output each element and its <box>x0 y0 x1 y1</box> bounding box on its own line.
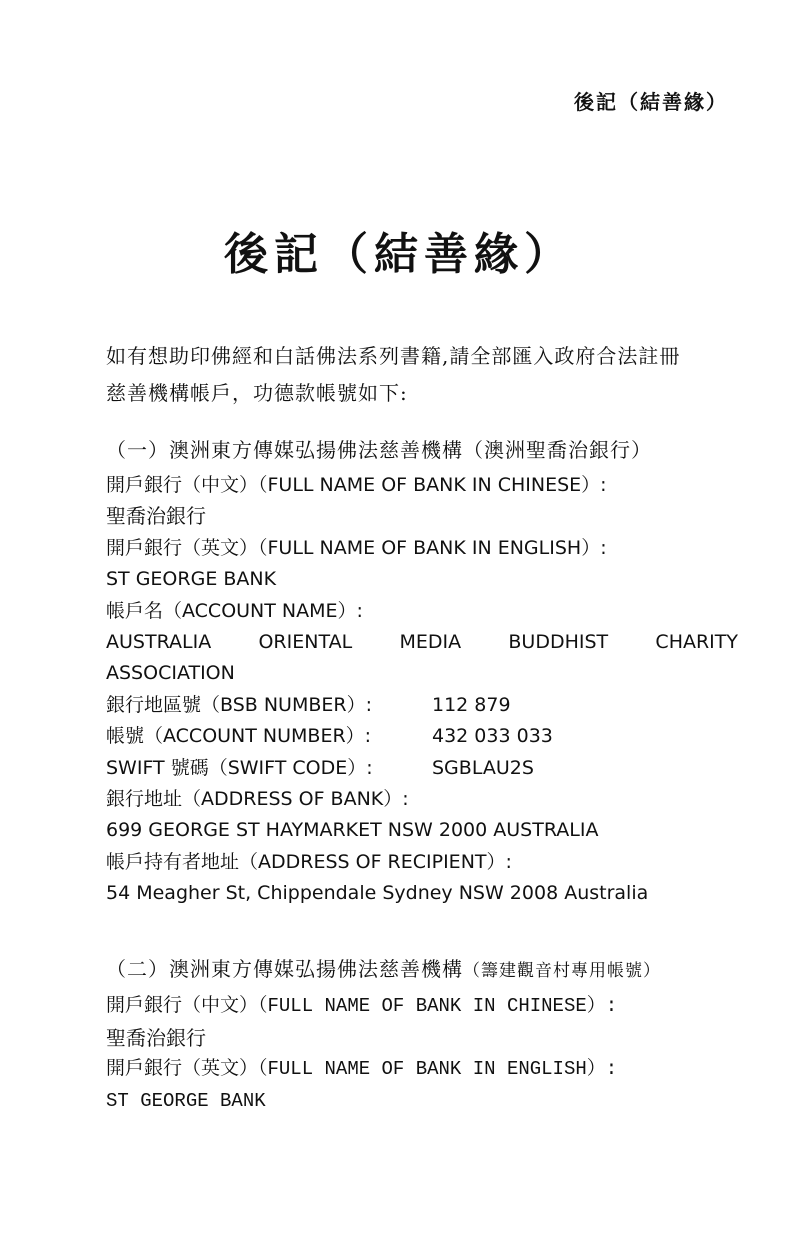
running-header: 後記（結善緣） <box>574 90 728 114</box>
section-2-heading-note: （籌建觀音村專用帳號） <box>463 961 661 982</box>
section-1-heading-note: （澳洲聖喬治銀行） <box>463 438 652 462</box>
intro-line-1: 如有想助印佛經和白話佛法系列書籍,請全部匯入政府合法註冊 <box>106 344 681 368</box>
section-2 <box>106 947 738 1117</box>
bank-address-label: 銀行地址（ADDRESS OF BANK）: <box>106 787 409 810</box>
account-name-line-1 <box>106 627 738 658</box>
account-name-word: BUDDHIST <box>508 630 609 653</box>
intro-paragraph <box>106 338 738 412</box>
swift-label: SWIFT 號碼（SWIFT CODE）: <box>106 756 373 779</box>
account-number-label: 帳號（ACCOUNT NUMBER）: <box>106 725 372 748</box>
account-number-value: 432 033 033 <box>432 725 553 748</box>
bank-en-value: ST GEORGE BANK <box>106 568 277 591</box>
page-content <box>106 338 738 1117</box>
bank-en-value-2: ST GEORGE BANK <box>106 1089 266 1112</box>
account-name-word: MEDIA <box>399 630 462 653</box>
account-number-row <box>106 721 738 752</box>
recipient-address-value: 54 Meagher St, Chippendale Sydney NSW 2008 Australia <box>106 882 649 905</box>
account-name-word: ORIENTAL <box>258 630 353 653</box>
swift-value: SGBLAU2S <box>432 756 534 779</box>
bank-cn-value-2: 聖喬治銀行 <box>106 1025 206 1050</box>
bank-cn-label-2: 開戶銀行（中文）（FULL NAME OF BANK IN CHINESE）: <box>106 995 618 1018</box>
account-name-word: AUSTRALIA <box>106 630 212 653</box>
account-name-line-2: ASSOCIATION <box>106 662 235 685</box>
section-1-heading-main: （一）澳洲東方傳媒弘揚佛法慈善機構 <box>106 438 463 462</box>
section-1 <box>106 430 738 909</box>
account-name-word: CHARITY <box>655 630 738 653</box>
recipient-address-label: 帳戶持有者地址（ADDRESS OF RECIPIENT）: <box>106 850 512 873</box>
bank-en-label: 開戶銀行（英文）（FULL NAME OF BANK IN ENGLISH）: <box>106 536 607 559</box>
bank-cn-value: 聖喬治銀行 <box>106 504 206 529</box>
bsb-row <box>106 690 738 721</box>
bank-address-value: 699 GEORGE ST HAYMARKET NSW 2000 AUSTRALIA <box>106 819 599 842</box>
account-name-label: 帳戶名（ACCOUNT NAME）: <box>106 599 363 622</box>
section-1-heading <box>106 430 738 470</box>
bsb-label: 銀行地區號（BSB NUMBER）: <box>106 693 372 716</box>
bank-cn-label: 開戶銀行（中文）（FULL NAME OF BANK IN CHINESE）: <box>106 474 607 496</box>
bank-en-label-2: 開戶銀行（英文）（FULL NAME OF BANK IN ENGLISH）: <box>106 1058 618 1081</box>
swift-row <box>106 753 738 784</box>
section-2-heading <box>106 947 738 991</box>
section-2-heading-main: （二）澳洲東方傳媒弘揚佛法慈善機構 <box>106 957 463 982</box>
page-title: 後記（結善緣） <box>224 229 574 280</box>
bsb-value: 112 879 <box>432 693 511 716</box>
intro-line-2: 慈善機構帳戶，功德款帳號如下: <box>106 381 408 405</box>
